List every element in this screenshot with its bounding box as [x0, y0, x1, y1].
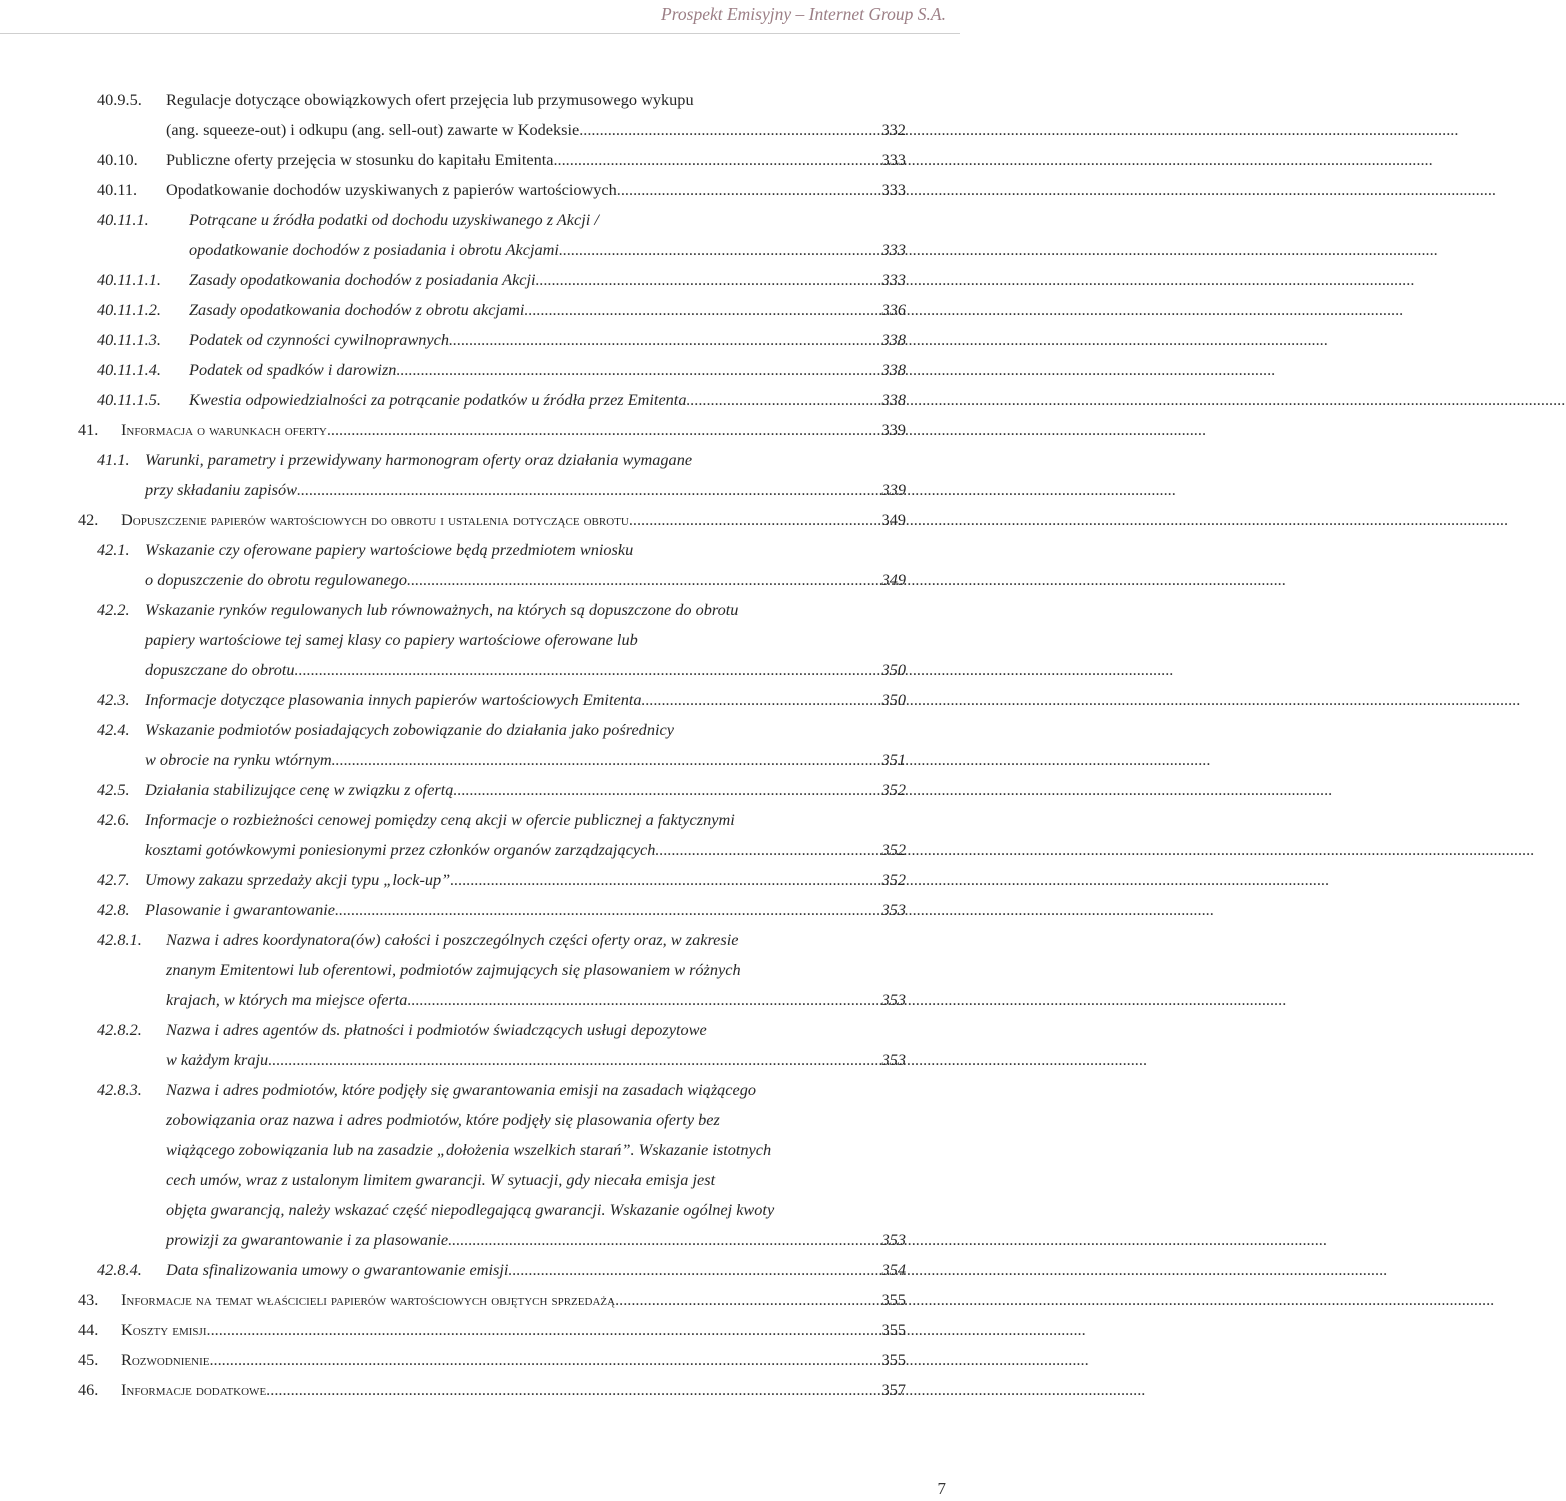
running-header: Prospekt Emisyjny – Internet Group S.A.	[661, 4, 946, 24]
dot-leader	[268, 1045, 881, 1075]
toc-entry-page: 355	[881, 1320, 906, 1339]
toc-entry[interactable]	[0, 865, 960, 895]
toc-entry-page: 338	[881, 390, 906, 409]
toc-entry-text: Wskazanie czy oferowane papiery wartościowe będą przedmiotem wniosku	[145, 540, 634, 559]
toc-entry-text: wiążącego zobowiązania lub na zasadzie „dołożenia wszelkich starań”. Wskazanie istotnych	[166, 1140, 772, 1159]
toc-entry-text: opodatkowanie dochodów z posiadania i obrotu Akcjami	[189, 240, 559, 259]
dot-leader	[407, 565, 882, 595]
toc-entry-page: 350	[881, 660, 906, 679]
toc-entry[interactable]	[0, 685, 960, 715]
toc-entry-text: Dopuszczenie papierów wartościowych do obrotu i ustalenia dotyczące obrotu	[121, 510, 629, 529]
toc-entry[interactable]	[0, 1345, 960, 1375]
toc-entry-page: 352	[881, 780, 906, 799]
toc-entry-text: Publiczne oferty przejęcia w stosunku do kapitału Emitenta	[166, 150, 554, 169]
toc-entry-number: 40.11.1.1.	[97, 270, 161, 289]
toc-entry-text: Plasowanie i gwarantowanie	[145, 900, 335, 919]
dot-leader	[655, 835, 881, 865]
dot-leader	[617, 175, 882, 205]
toc-entry-number: 42.3.	[97, 690, 130, 709]
toc-entry-number: 46.	[78, 1380, 99, 1399]
dot-leader	[327, 415, 882, 445]
toc-entry-text: kosztami gotówkowymi poniesionymi przez członków organów zarządzających	[145, 840, 656, 859]
toc-entry-number: 40.11.1.5.	[97, 390, 161, 409]
toc-entry-page: 332	[881, 120, 906, 139]
toc-entry-number: 40.11.1.4.	[97, 360, 161, 379]
toc-entry-text: objęta gwarancją, należy wskazać część niepodlegającą gwarancji. Wskazanie ogólnej kwoty	[166, 1200, 775, 1219]
dot-leader	[686, 385, 881, 415]
toc-entry[interactable]	[0, 715, 960, 775]
toc-entry[interactable]	[0, 925, 960, 1015]
toc-entry-text: Nazwa i adres podmiotów, które podjęły się gwarantowania emisji na zasadach wiążącego	[166, 1080, 757, 1099]
toc-entry-page: 333	[881, 180, 906, 199]
toc-entry[interactable]	[0, 505, 960, 535]
toc-entry-number: 42.8.	[97, 900, 130, 919]
dot-leader	[448, 1225, 881, 1255]
toc-entry-text: Zasady opodatkowania dochodów z posiadania Akcji	[189, 270, 536, 289]
toc-entry-text: w obrocie na rynku wtórnym	[145, 750, 332, 769]
toc-entry-text: Informacje o rozbieżności cenowej pomiędzy ceną akcji w ofercie publicznej a faktycznymi	[145, 810, 735, 829]
toc-entry-page: 333	[881, 150, 906, 169]
toc-entry-number: 41.	[78, 420, 99, 439]
dot-leader	[209, 1345, 881, 1375]
toc-entry-text: Data sfinalizowania umowy o gwarantowanie emisji	[166, 1260, 509, 1279]
dot-leader	[332, 745, 882, 775]
toc-entry-number: 44.	[78, 1320, 99, 1339]
toc-entry[interactable]	[0, 295, 960, 325]
toc-entry-page: 352	[881, 870, 906, 889]
toc-entry-number: 42.8.2.	[97, 1020, 142, 1039]
toc-entry-number: 43.	[78, 1290, 99, 1309]
toc-entry-text: Podatek od czynności cywilnoprawnych	[189, 330, 449, 349]
toc-entry[interactable]	[0, 175, 960, 205]
dot-leader	[396, 355, 881, 385]
toc-entry-page: 339	[881, 480, 906, 499]
toc-entry-page: 354	[881, 1260, 906, 1279]
toc-entry-text: cech umów, wraz z ustalonym limitem gwarancji. W sytuacji, gdy niecała emisja jest	[166, 1170, 716, 1189]
toc-entry[interactable]	[0, 895, 960, 925]
toc-entry-text: Zasady opodatkowania dochodów z obrotu akcjami	[189, 300, 525, 319]
dot-leader	[553, 145, 881, 175]
toc-entry[interactable]	[0, 805, 960, 865]
toc-entry[interactable]	[0, 385, 960, 415]
toc-entry[interactable]	[0, 85, 960, 145]
toc-entry-text: Działania stabilizujące cenę w związku z ofertą	[145, 780, 454, 799]
toc-entry[interactable]	[0, 1375, 960, 1405]
toc-entry[interactable]	[0, 1255, 960, 1285]
table-of-contents	[0, 85, 960, 1405]
toc-entry[interactable]	[0, 775, 960, 805]
toc-entry-number: 40.11.	[97, 180, 138, 199]
toc-entry-number: 42.1.	[97, 540, 130, 559]
page-number: 7	[937, 1479, 946, 1498]
toc-entry-text: papiery wartościowe tej samej klasy co papiery wartościowe oferowane lub	[145, 630, 638, 649]
toc-entry-page: 349	[881, 570, 906, 589]
toc-entry[interactable]	[0, 595, 960, 685]
toc-entry-text: krajach, w których ma miejsce oferta	[166, 990, 408, 1009]
toc-entry-page: 338	[881, 360, 906, 379]
toc-entry-page: 351	[881, 750, 906, 769]
toc-entry-number: 42.5.	[97, 780, 130, 799]
toc-entry-text: o dopuszczenie do obrotu regulowanego	[145, 570, 407, 589]
toc-entry-number: 45.	[78, 1350, 99, 1369]
toc-entry-text: Nazwa i adres agentów ds. płatności i podmiotów świadczących usługi depozytowe	[166, 1020, 707, 1039]
dot-leader	[579, 115, 881, 145]
toc-entry-number: 42.4.	[97, 720, 130, 739]
toc-entry-number: 42.2.	[97, 600, 130, 619]
toc-entry-text: prowizji za gwarantowanie i za plasowanie	[166, 1230, 449, 1249]
toc-entry-text: Podatek od spadków i darowizn	[189, 360, 397, 379]
toc-entry-page: 353	[881, 900, 906, 919]
dot-leader	[295, 655, 882, 685]
toc-entry[interactable]	[0, 265, 960, 295]
toc-entry-page: 336	[881, 300, 906, 319]
dot-leader	[508, 1255, 881, 1285]
dot-leader	[536, 265, 882, 295]
toc-entry-page: 357	[881, 1380, 906, 1399]
toc-entry-number: 41.1.	[97, 450, 130, 469]
dot-leader	[642, 685, 882, 715]
toc-entry-text: Rozwodnienie	[121, 1350, 210, 1369]
toc-entry-text: zobowiązania oraz nazwa i adres podmiotów, które podjęły się plasowania oferty bez	[166, 1110, 720, 1129]
toc-entry[interactable]	[0, 535, 960, 595]
toc-entry[interactable]	[0, 145, 960, 175]
toc-entry-text: znanym Emitentowi lub oferentowi, podmiotów zajmujących się plasowaniem w różnych	[166, 960, 741, 979]
toc-entry[interactable]	[0, 445, 960, 505]
dot-leader	[559, 235, 882, 265]
toc-entry-text: Wskazanie rynków regulowanych lub równoważnych, na których są dopuszczone do obrotu	[145, 600, 739, 619]
toc-entry[interactable]	[0, 1015, 960, 1075]
toc-entry-page: 333	[881, 240, 906, 259]
header-divider	[0, 33, 960, 34]
toc-entry-number: 42.8.3.	[97, 1080, 142, 1099]
toc-entry-text: Kwestia odpowiedzialności za potrącanie podatków u źródła przez Emitenta	[189, 390, 687, 409]
toc-entry-text: Umowy zakazu sprzedaży akcji typu „lock-up”	[145, 870, 451, 889]
toc-entry-number: 42.8.4.	[97, 1260, 142, 1279]
toc-entry-text: Nazwa i adres koordynatora(ów) całości i poszczególnych części oferty oraz, w zakresie	[166, 930, 739, 949]
toc-entry-page: 353	[881, 1050, 906, 1069]
toc-entry-text: Informacja o warunkach oferty	[121, 420, 327, 439]
toc-entry[interactable]	[0, 205, 960, 265]
toc-entry-number: 42.7.	[97, 870, 130, 889]
toc-entry[interactable]	[0, 1315, 960, 1345]
dot-leader	[449, 325, 882, 355]
toc-entry-number: 40.9.5.	[97, 90, 142, 109]
toc-entry-page: 339	[881, 420, 906, 439]
toc-entry-text: (ang. squeeze-out) i odkupu (ang. sell-out) zawarte w Kodeksie	[166, 120, 580, 139]
toc-entry-page: 338	[881, 330, 906, 349]
dot-leader	[335, 895, 882, 925]
toc-entry-page: 352	[881, 840, 906, 859]
toc-entry-number: 40.11.1.	[97, 210, 149, 229]
toc-entry-number: 40.10.	[97, 150, 138, 169]
dot-leader	[407, 985, 881, 1015]
toc-entry-number: 42.6.	[97, 810, 130, 829]
toc-entry-page: 353	[881, 990, 906, 1009]
toc-entry-text: Opodatkowanie dochodów uzyskiwanych z papierów wartościowych	[166, 180, 617, 199]
toc-entry[interactable]	[0, 1285, 960, 1315]
toc-entry-text: Informacje dotyczące plasowania innych papierów wartościowych Emitenta	[145, 690, 642, 709]
toc-entry-page: 349	[881, 510, 906, 529]
dot-leader	[453, 775, 881, 805]
toc-entry-text: dopuszczane do obrotu	[145, 660, 295, 679]
toc-entry-page: 333	[881, 270, 906, 289]
toc-entry[interactable]	[0, 1075, 960, 1255]
toc-entry-page: 355	[881, 1350, 906, 1369]
toc-entry-page: 355	[881, 1290, 906, 1309]
toc-entry-number: 40.11.1.3.	[97, 330, 161, 349]
dot-leader	[629, 505, 882, 535]
toc-entry-text: Informacje na temat właścicieli papierów wartościowych objętych sprzedażą	[121, 1290, 616, 1309]
dot-leader	[207, 1315, 882, 1345]
toc-entry-text: w każdym kraju	[166, 1050, 269, 1069]
dot-leader	[615, 1285, 882, 1315]
toc-entry-text: Warunki, parametry i przewidywany harmonogram oferty oraz działania wymagane	[145, 450, 693, 469]
toc-entry-text: Koszty emisji	[121, 1320, 207, 1339]
toc-entry-text: przy składaniu zapisów	[145, 480, 297, 499]
toc-entry-text: Regulacje dotyczące obowiązkowych ofert przejęcia lub przymusowego wykupu	[166, 90, 694, 109]
toc-entry-number: 42.8.1.	[97, 930, 142, 949]
toc-entry[interactable]	[0, 325, 960, 355]
toc-entry-text: Potrącane u źródła podatki od dochodu uzyskiwanego z Akcji /	[189, 210, 599, 229]
toc-entry-number: 40.11.1.2.	[97, 300, 161, 319]
dot-leader	[450, 865, 881, 895]
toc-entry[interactable]	[0, 415, 960, 445]
toc-entry-page: 353	[881, 1230, 906, 1249]
toc-entry-number: 42.	[78, 510, 99, 529]
toc-entry-page: 350	[881, 690, 906, 709]
toc-entry-text: Wskazanie podmiotów posiadających zobowiązanie do działania jako pośrednicy	[145, 720, 674, 739]
toc-entry-text: Informacje dodatkowe	[121, 1380, 267, 1399]
dot-leader	[266, 1375, 881, 1405]
dot-leader	[297, 475, 882, 505]
dot-leader	[524, 295, 881, 325]
toc-entry[interactable]	[0, 355, 960, 385]
